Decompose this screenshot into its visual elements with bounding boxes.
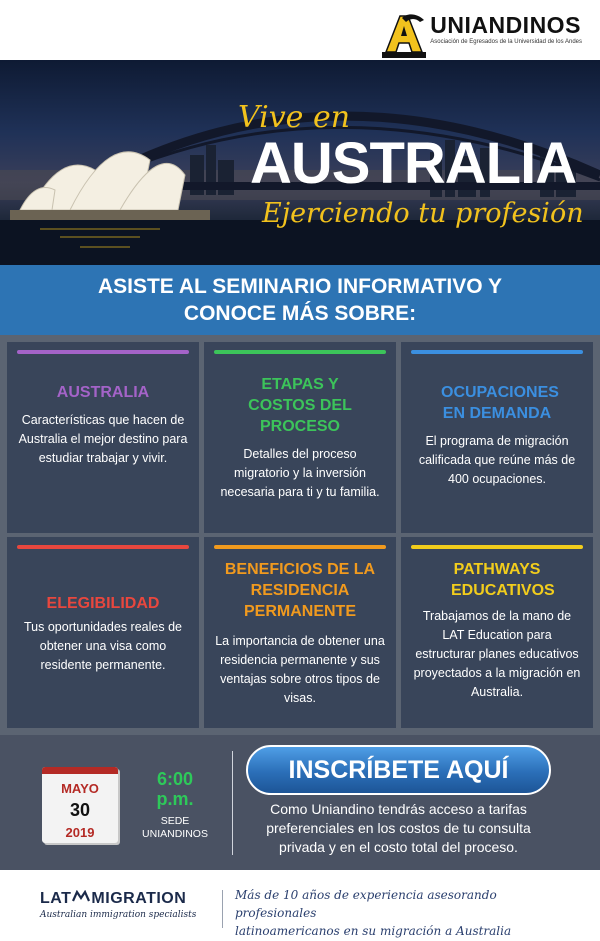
brand-part1: LAT — [40, 890, 72, 907]
hero-title-line3: Ejerciendo tu profesión — [262, 198, 584, 229]
header — [0, 0, 600, 60]
topic-card-beneficios — [204, 537, 396, 728]
hero-title-line1: Vive en — [238, 100, 351, 135]
topic-title: PATHWAYS EDUCATIVOS — [451, 561, 555, 599]
banner-line1: ASISTE AL SEMINARIO INFORMATIVO Y — [97, 275, 503, 298]
topic-description: El programa de migración calificada que reúne más de 400 ocupaciones. — [418, 434, 576, 486]
topic-description: La importancia de obtener una residencia permanente y sus ventajas sobre otros tipos de visas. — [215, 634, 385, 705]
footer-text — [235, 886, 580, 940]
latmigration-mark-icon — [72, 890, 90, 902]
calendar-header — [42, 767, 118, 774]
topic-description: Características que hacen de Australia el mejor destino para estudiar trabajar y vivir. — [18, 413, 188, 465]
topic-card-pathways — [401, 537, 593, 728]
brand-part2: MIGRATION — [91, 890, 187, 907]
topic-description: Trabajamos de la mano de LAT Education para estructurar planes educativos proyectados a la migración en Australia. — [413, 609, 581, 699]
topic-title: BENEFICIOS DE LA RESIDENCIA PERMANENTE — [224, 561, 376, 620]
logo-subtitle: Asociación de Egresados de la Universidad de los Andes — [430, 39, 582, 45]
topic-card-australia — [7, 342, 199, 533]
topic-description: Detalles del proceso migratorio y la inversión necesaria para ti y tu familia. — [220, 447, 380, 499]
footer-text-line2: latinoamericanos en su migración a Australia — [235, 924, 512, 938]
banner-line2: CONOCE MÁS SOBRE: — [183, 302, 417, 325]
divider — [232, 751, 233, 855]
topic-card-etapas — [204, 342, 396, 533]
topic-card-elegibilidad — [7, 537, 199, 728]
topic-title: OCUPACIONES EN DEMANDA — [441, 384, 559, 422]
footer — [0, 870, 600, 941]
event-time-period: p.m. — [156, 789, 194, 809]
topics-grid — [0, 335, 600, 735]
event-time — [130, 769, 220, 809]
event-year: 2019 — [65, 825, 95, 840]
hero-title-line2: AUSTRALIA — [250, 131, 577, 196]
latmigration-logo — [40, 890, 196, 920]
event-venue-line1: SEDE — [160, 815, 190, 827]
event-time-hour: 6:00 — [156, 769, 194, 789]
topic-description: Tus oportunidades reales de obtener una visa como residente permanente. — [24, 620, 182, 672]
event-venue-line2: UNIANDINOS — [142, 828, 208, 840]
register-description: Como Uniandino tendrás acceso a tarifas preferenciales en los costos de tu consulta privada y en el costo total del proceso. — [266, 801, 531, 855]
topic-color-bar — [411, 350, 583, 354]
topic-color-bar — [17, 350, 189, 354]
topic-color-bar — [411, 545, 583, 549]
event-venue — [130, 815, 220, 841]
topic-title: AUSTRALIA — [56, 384, 150, 401]
topic-color-bar — [17, 545, 189, 549]
footer-text-line1: Más de 10 años de experiencia asesorando profesionales — [235, 888, 497, 920]
brand-tagline: Australian immigration specialists — [40, 910, 197, 920]
logo-name: UNIANDINOS — [430, 12, 581, 38]
seminar-banner — [0, 265, 600, 335]
topic-card-ocupaciones — [401, 342, 593, 533]
topic-title: ELEGIBILIDAD — [46, 595, 160, 612]
event-section — [0, 735, 600, 870]
footer-divider — [222, 890, 223, 928]
register-button[interactable]: INSCRÍBETE AQUÍ — [246, 745, 551, 795]
calendar-icon — [42, 767, 118, 843]
topic-color-bar — [214, 350, 386, 354]
hero-image — [0, 60, 600, 265]
uniandinos-logo — [382, 12, 582, 58]
event-day: 30 — [69, 800, 91, 820]
event-month: MAYO — [61, 781, 99, 796]
topic-title: ETAPAS Y COSTOS DEL PROCESO — [248, 376, 352, 435]
uniandinos-a-icon — [382, 12, 426, 58]
topic-color-bar — [214, 545, 386, 549]
